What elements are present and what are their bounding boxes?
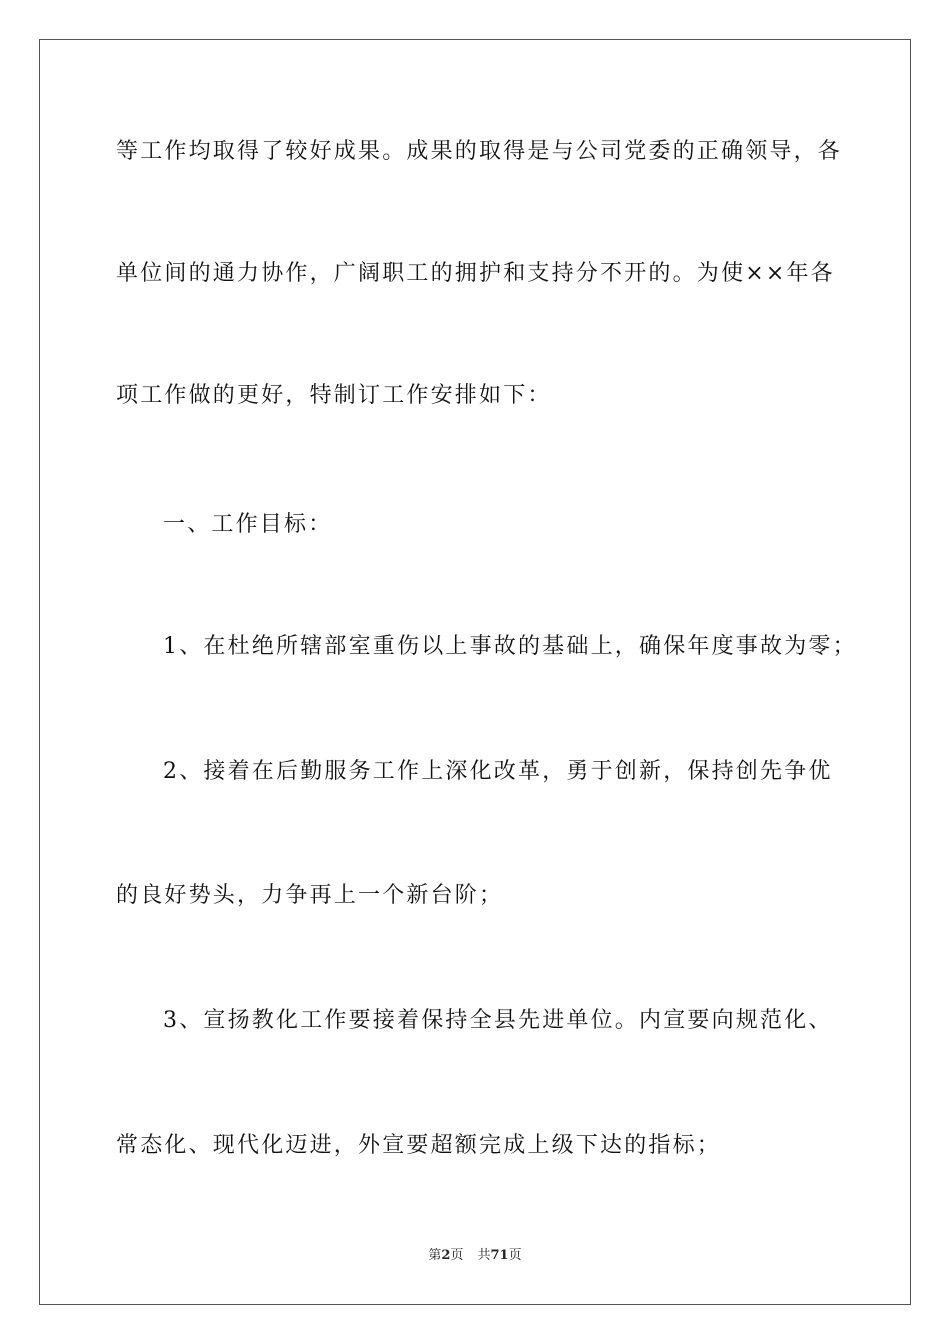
body-line-5: 1、在杜绝所辖部室重伤以上事故的基础上，确保年度事故为零；: [163, 634, 857, 659]
footer-page-prefix: 第: [428, 1248, 442, 1263]
body-line-9: 常态化、现代化迈进，外宣要超额完成上级下达的指标；: [116, 1133, 722, 1158]
footer-page-suffix: 页: [450, 1248, 464, 1263]
page-footer: [0, 1247, 950, 1265]
footer-total-suffix: 页: [508, 1248, 522, 1263]
body-line-3: 项工作做的更好，特制订工作安排如下：: [116, 383, 552, 408]
footer-total-prefix: 共: [477, 1248, 491, 1263]
body-line-2: 单位间的通力协作，广阔职工的拥护和支持分不开的。为使××年各: [116, 261, 835, 286]
page-frame: [39, 39, 911, 1305]
body-line-8: 3、宣扬教化工作要接着保持全县先进单位。内宣要向规范化、: [163, 1008, 833, 1033]
body-line-6: 2、接着在后勤服务工作上深化改革，勇于创新，保持创先争优: [163, 759, 833, 784]
footer-total-number: 71: [490, 1248, 509, 1263]
body-line-7: 的良好势头，力争再上一个新台阶；: [116, 883, 504, 908]
section-heading: 一、工作目标：: [163, 512, 333, 537]
footer-page-number: 2: [441, 1248, 451, 1263]
body-line-1: 等工作均取得了较好成果。成果的取得是与公司党委的正确领导，各: [116, 139, 843, 164]
